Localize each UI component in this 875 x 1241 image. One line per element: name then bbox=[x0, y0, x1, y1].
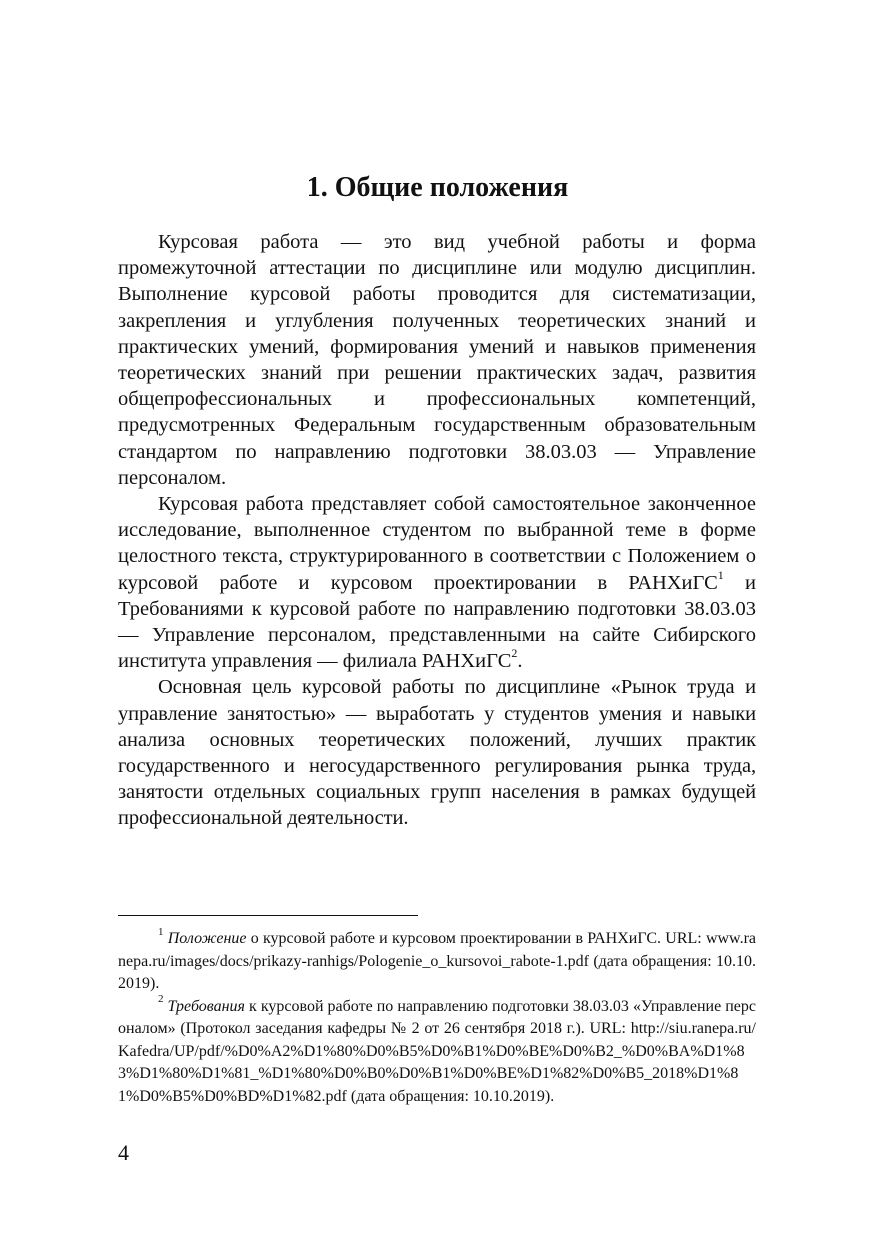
paragraph-1: Курсовая работа — это вид учебной работы и форма промежуточной аттестации по дисциплине или модулю дисциплин. Выполнение курсовой работы проводится для систематизации, закрепления и углубления полученных теоретических знаний и практических умений, формирования умений и навыков применения теоретических знаний при решении практических задач, развития общепрофессиональных и профессиональных компетенций, предусмотренных Федеральным государственным образовательным стандартом по направлению подготовки 38.03.03 — Управление персоналом. bbox=[118, 231, 756, 489]
paragraph-2-text-b: и Требованиями к курсовой работе по направлению подготовки 38.03.03 — Управление персоналом, представленными на сайте Сибирского института управления — филиала РАНХиГС bbox=[118, 571, 756, 673]
footnote-2-italic: Требования bbox=[167, 997, 245, 1015]
body-text bbox=[118, 229, 756, 832]
paragraph-2-text-c: . bbox=[517, 650, 523, 673]
paragraph-2 bbox=[118, 491, 756, 674]
footnote-ref-2[interactable]: 2 bbox=[511, 646, 518, 661]
footnote-marker-1: 1 bbox=[158, 925, 164, 938]
footnote-2 bbox=[118, 993, 756, 1109]
section-title: 1. Общие положения bbox=[306, 172, 569, 203]
footnote-1-italic: Положение bbox=[167, 930, 247, 947]
footnote-2-text: к курсовой работе по направлению подготовки 38.03.03 «Управление персоналом» (Протокол заседания кафедры № 2 от 26 сентября 2018 г.). URL: http://siu.ranepa.ru/Kafedra/UP/pdf/%D0%A2%D1%80%D0%B5%D0%B1%D0%BE%D0%B2_%D0%BA%D1%83%D1%80%D1%81_%D1%80%D0%B0%D0%B1%D0%BE%D1%82%D0%B5_2018%D1%81%D0%B5%D0%BD%D1%82.pdf (дата обращения: 10.10.2019). bbox=[118, 997, 756, 1105]
footnotes bbox=[118, 925, 756, 1108]
footnote-ref-1[interactable]: 1 bbox=[717, 567, 724, 582]
paragraph-2-text-a: Курсовая работа представляет собой самостоятельное законченное исследование, выполненное студентом по выбранной теме в форме целостного текста, структурированного в соответствии с Положением о курсовой работе и курсовом проектировании в РАНХиГС bbox=[118, 493, 756, 594]
footnote-1-text: о курсовой работе и курсовом проектировании в РАНХиГС. URL: www.ranepa.ru/images/docs/prikazy-ranhigs/Pologenie_o_kursovoi_rabote-1.pdf (дата обращения: 10.10.2019). bbox=[118, 930, 756, 992]
page-number: 4 bbox=[118, 1140, 129, 1165]
footnote-divider bbox=[118, 915, 418, 916]
paragraph-3: Основная цель курсовой работы по дисциплине «Рынок труда и управление занятостью» — выработать у студентов умения и навыки анализа основных теоретических положений, лучших практик государственного и негосударственного регулирования рынка труда, занятости отдельных социальных групп населения в рамках будущей профессиональной деятельности. bbox=[118, 676, 756, 830]
footnote-marker-2: 2 bbox=[158, 993, 164, 1006]
footnote-1 bbox=[118, 925, 756, 996]
